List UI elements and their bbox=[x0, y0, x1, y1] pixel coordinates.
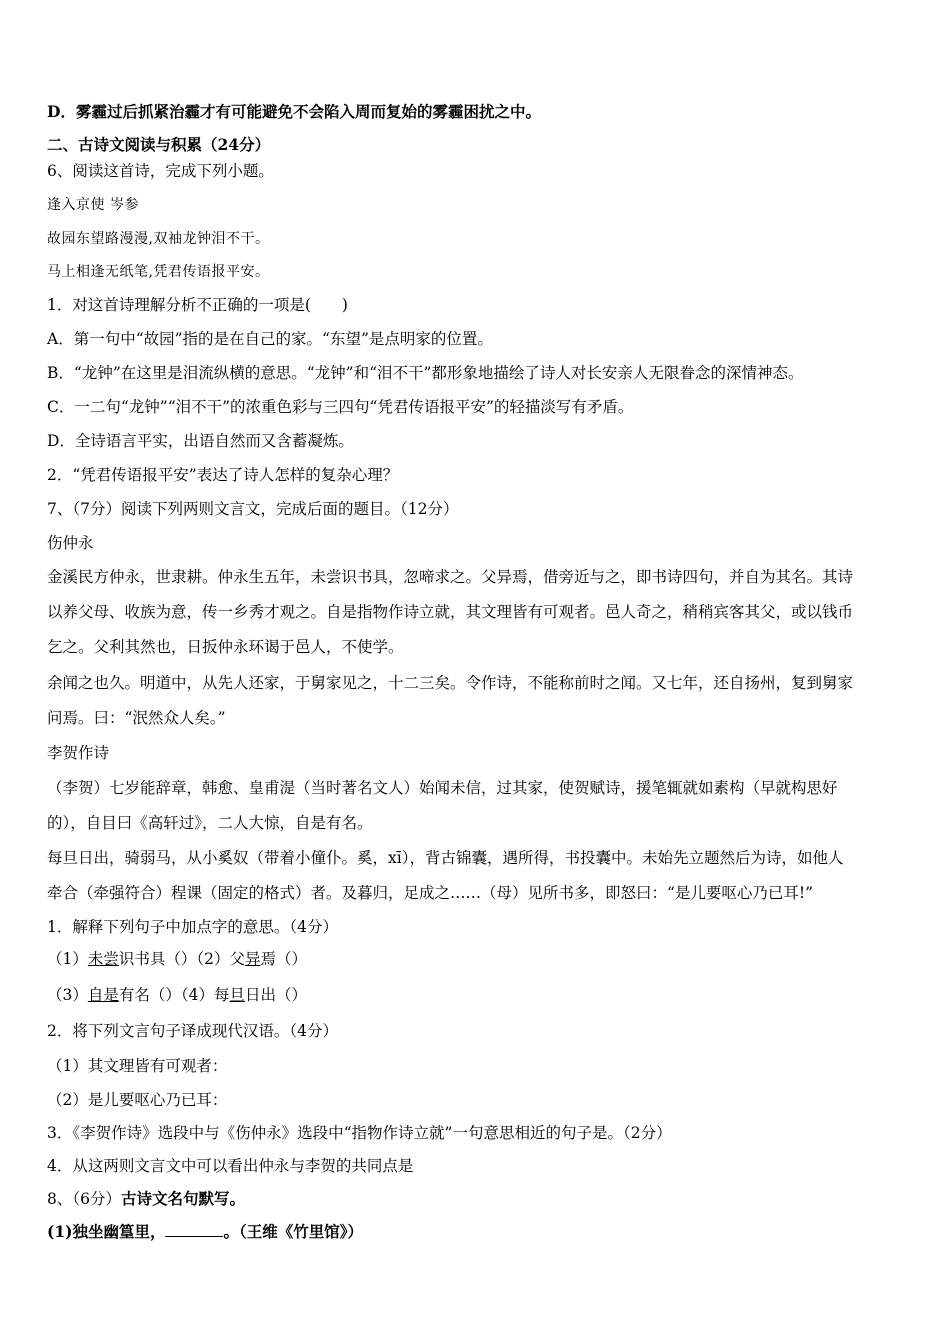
task-3-prompt: 3．《李贺作诗》选段中与《伤仲永》选段中“指物作诗立就”一句意思相近的句子是。（2分） bbox=[47, 1124, 672, 1142]
passage-1-title: 伤仲永 bbox=[47, 534, 94, 552]
task-1-items-1-2: （1）未尝识书具（）（2）父异焉（） bbox=[47, 950, 308, 968]
passage-1-line-4: 余闻之也久。明道中，从先人还家，于舅家见之，十二三矣。令作诗，不能称前时之闻。又七年，还自扬州，复到舅家 bbox=[47, 674, 854, 692]
passage-2-line-3: 每旦日出，骑弱马，从小奚奴（带着小僮仆。奚，xī），背古锦囊，遇所得，书投囊中。未始先立题然后为诗，如他人 bbox=[47, 849, 844, 867]
question-6-prompt: 6、阅读这首诗，完成下列小题。 bbox=[47, 162, 274, 180]
passage-2-line-4: 牵合（牵强符合）程课（固定的格式）者。及暮归，足成之……（母）见所书多，即怒曰：“是儿要呕心乃已耳!” bbox=[47, 884, 814, 902]
passage-1-line-3: 乞之。父利其然也，日扳仲永环谒于邑人，不使学。 bbox=[47, 638, 404, 656]
question-7-prompt: 7、（7分）阅读下列两则文言文，完成后面的题目。（12分） bbox=[47, 500, 459, 518]
option-c: C．一二句“龙钟”“泪不干”的浓重色彩与三四句“凭君传语报平安”的轻描淡写有矛盾。 bbox=[47, 398, 634, 416]
section-heading: 二、古诗文阅读与积累（24分） bbox=[47, 135, 271, 154]
passage-2-line-1: （李贺）七岁能辞章，韩愈、皇甫湜（当时著名文人）始闻未信，过其家，使贺赋诗，援笔辄就如素构（早就构思好 bbox=[47, 779, 838, 797]
passage-2-line-2: 的），自目曰《高轩过》，二人大惊，自是有名。 bbox=[47, 814, 373, 832]
task-2-item-1: （1）其文理皆有可观者： bbox=[47, 1057, 228, 1075]
poem-line-2: 马上相逢无纸笔,凭君传语报平安。 bbox=[47, 264, 270, 280]
option-a: A．第一句中“故园”指的是在自己的家。“东望”是点明家的位置。 bbox=[47, 330, 493, 348]
recitation-item-1: (1)独坐幽篁里， 。（王维《竹里馆》） bbox=[47, 1222, 363, 1241]
passage-1-line-1: 金溪民方仲永，世隶耕。仲永生五年，未尝识书具，忽啼求之。父异焉，借旁近与之，即书诗四句，并自为其名。其诗 bbox=[47, 568, 854, 586]
question-8-prompt: 8、（6分）古诗文名句默写。 bbox=[47, 1189, 245, 1208]
option-b: B．“龙钟”在这里是泪流纵横的意思。“龙钟”和“泪不干”都形象地描绘了诗人对长安亲人无限眷念的深情神态。 bbox=[47, 364, 804, 382]
dotted-word: 旦 bbox=[229, 986, 246, 1004]
poem-line-1: 故园东望路漫漫,双袖龙钟泪不干。 bbox=[47, 231, 270, 247]
dotted-word: 未尝 bbox=[87, 950, 119, 968]
passage-1-line-2: 以养父母、收族为意，传一乡秀才观之。自是指物作诗立就，其文理皆有可观者。邑人奇之，稍稍宾客其父，或以钱币 bbox=[47, 603, 854, 621]
option-d-statement: D．雾霾过后抓紧治霾才有可能避免不会陷入周而复始的雾霾困扰之中。 bbox=[47, 102, 541, 121]
task-4-prompt: 4．从这两则文言文中可以看出仲永与李贺的共同点是 bbox=[47, 1157, 414, 1175]
task-2-prompt: 2．将下列文言句子译成现代汉语。（4分） bbox=[47, 1022, 338, 1040]
poem-title: 逢入京使 岑参 bbox=[47, 197, 139, 213]
option-d: D．全诗语言平实，出语自然而又含蓄凝炼。 bbox=[47, 432, 354, 450]
answer-blank[interactable] bbox=[165, 1221, 223, 1237]
task-1-items-3-4: （3）自是有名（）（4）每旦日出（） bbox=[47, 986, 308, 1004]
subquestion-2: 2．“凭君传语报平安”表达了诗人怎样的复杂心理？ bbox=[47, 466, 399, 484]
passage-1-line-5: 问焉。曰：“泯然众人矣。” bbox=[47, 709, 226, 727]
task-1-prompt: 1．解释下列句子中加点字的意思。（4分） bbox=[47, 918, 338, 936]
task-2-item-2: （2）是儿要呕心乃已耳： bbox=[47, 1091, 228, 1109]
passage-2-title: 李贺作诗 bbox=[47, 744, 110, 762]
dotted-word: 异 bbox=[245, 950, 261, 968]
dotted-word: 自是 bbox=[87, 986, 119, 1004]
subquestion-1: 1．对这首诗理解分析不正确的一项是( ) bbox=[47, 296, 348, 314]
